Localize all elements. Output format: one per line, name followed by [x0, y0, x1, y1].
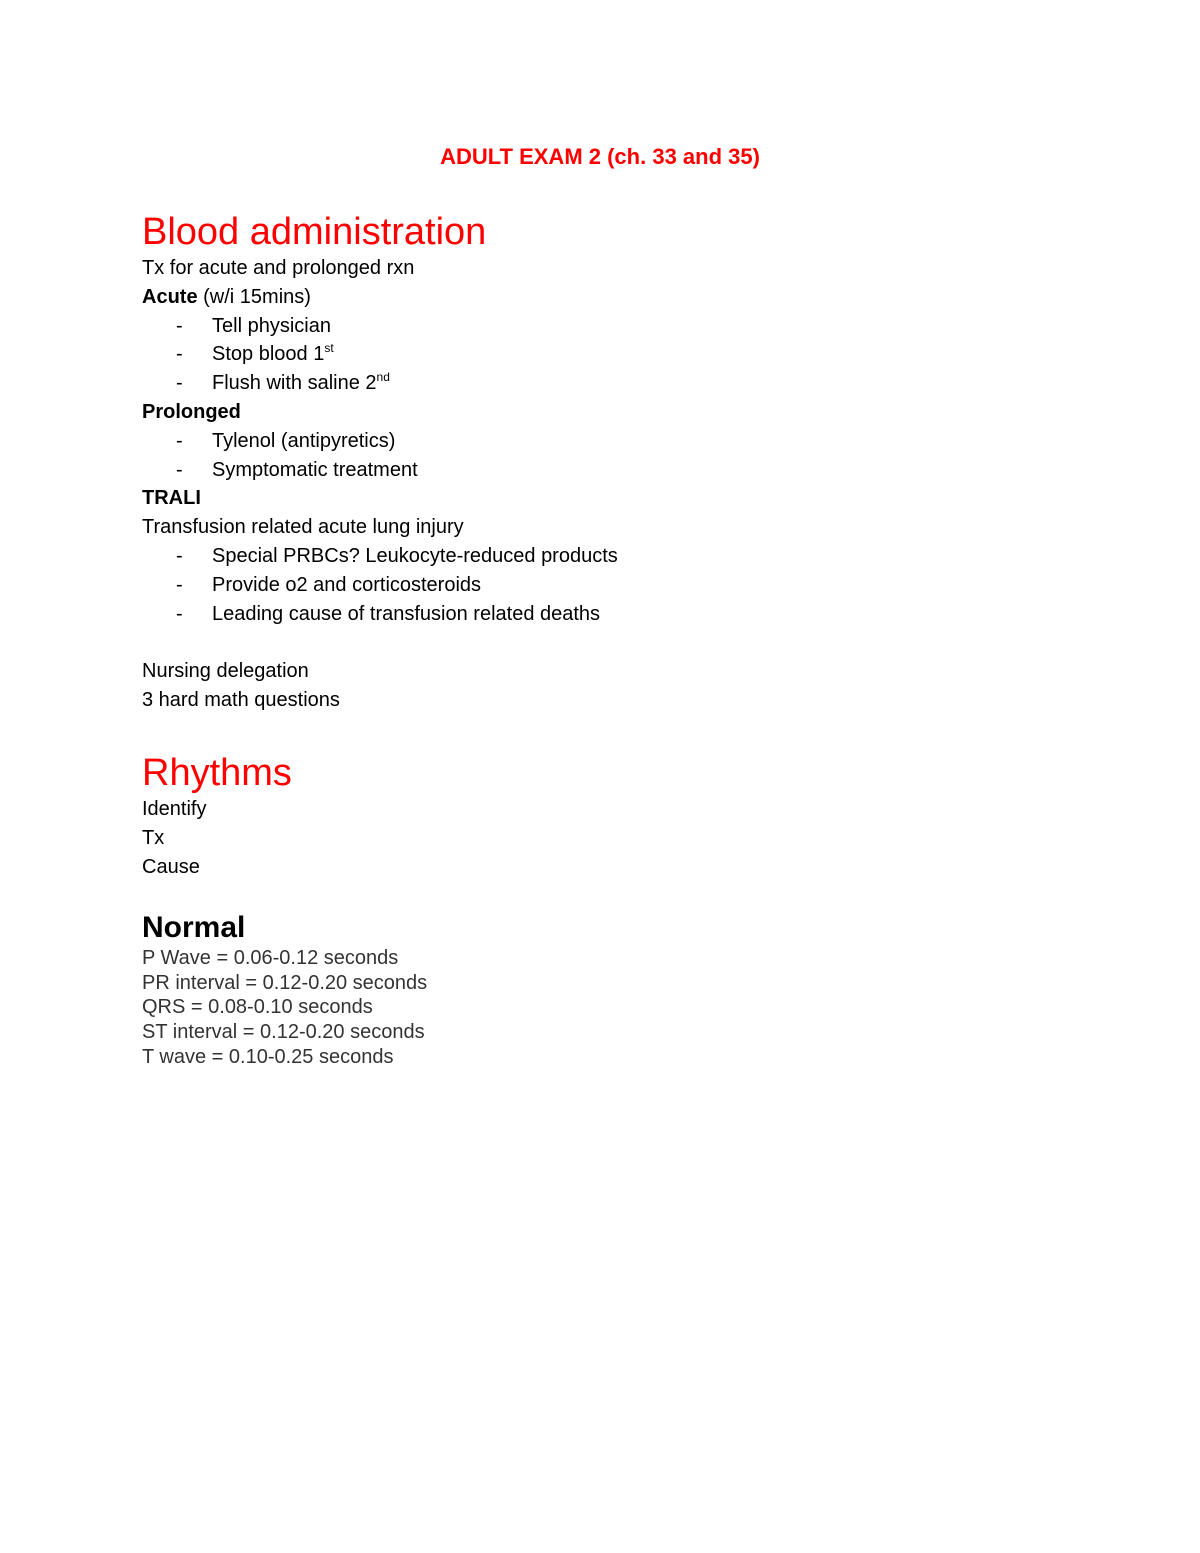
prolonged-label: Prolonged — [142, 400, 241, 423]
list-item: PR interval = 0.12-0.20 seconds — [142, 971, 428, 994]
trali-definition: Transfusion related acute lung injury — [142, 516, 464, 539]
rhythms-section — [142, 751, 1042, 881]
list-item: Identify — [142, 798, 207, 820]
list-item: T wave = 0.10-0.25 seconds — [142, 1045, 394, 1068]
acute-line — [142, 283, 1042, 312]
acute-timeframe: (w/i 15mins) — [197, 285, 311, 308]
rhythms-heading: Rhythms — [142, 752, 292, 794]
trali-label: TRALI — [142, 487, 201, 510]
normal-heading: Normal — [142, 911, 246, 944]
list-item: - Symptomatic treatment — [176, 458, 418, 481]
blank-line — [142, 628, 1042, 657]
intro-line: Tx for acute and prolonged rxn — [142, 257, 415, 279]
list-item: - Leading cause of transfusion related deaths — [176, 602, 601, 625]
list-item: - Flush with saline 2nd — [176, 370, 390, 395]
normal-section — [142, 910, 1042, 1070]
list-item: - Stop blood 1st — [176, 341, 334, 366]
blood-administration-heading: Blood administration — [142, 211, 487, 253]
list-item: - Special PRBCs? Leukocyte-reduced products — [176, 544, 618, 567]
list-item: Cause — [142, 855, 200, 878]
list-item: - Tell physician — [176, 314, 331, 337]
list-item: - Tylenol (antipyretics) — [176, 429, 396, 452]
blood-administration-section — [142, 210, 1042, 715]
list-item: ST interval = 0.12-0.20 seconds — [142, 1021, 425, 1044]
list-item: - Provide o2 and corticosteroids — [176, 573, 482, 596]
math-line: 3 hard math questions — [142, 688, 340, 711]
list-item: QRS = 0.08-0.10 seconds — [142, 996, 373, 1019]
list-item: P Wave = 0.06-0.12 seconds — [142, 947, 399, 969]
list-item: Tx — [142, 826, 165, 849]
delegation-line: Nursing delegation — [142, 660, 309, 683]
document-title: ADULT EXAM 2 (ch. 33 and 35) — [440, 144, 760, 169]
acute-label: Acute — [142, 285, 198, 308]
